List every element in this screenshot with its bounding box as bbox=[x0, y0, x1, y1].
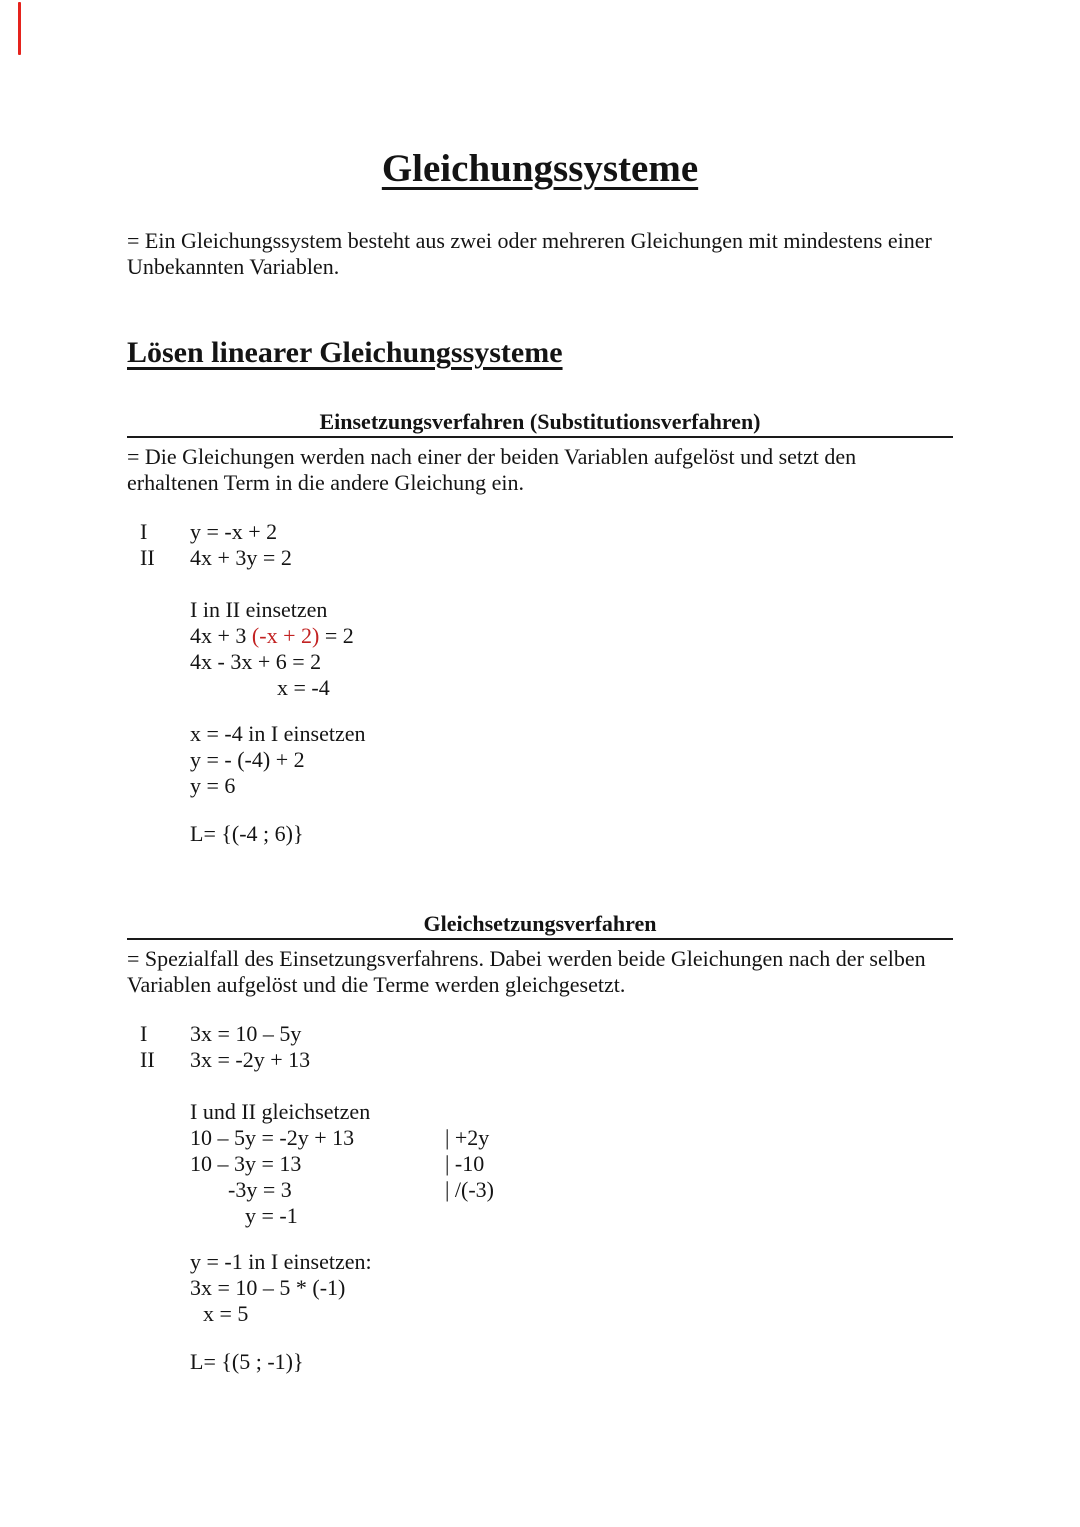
equation-row bbox=[190, 1125, 953, 1151]
intro-line: = Ein Gleichungssystem besteht aus zwei oder mehreren Gleichungen mit mindestens einer bbox=[127, 228, 932, 253]
solution-step-1 bbox=[190, 597, 953, 701]
method-heading: Einsetzungsverfahren (Substitutionsverfahren) bbox=[127, 410, 953, 438]
equation: y = -1 bbox=[245, 1203, 298, 1228]
equation-part: 4x + 3 bbox=[190, 623, 252, 648]
equation: y = - (-4) + 2 bbox=[190, 747, 305, 772]
equation: 4x - 3x + 6 = 2 bbox=[190, 649, 322, 674]
description-line: = Die Gleichungen werden nach einer der beiden Variablen aufgelöst und setzt den bbox=[127, 444, 857, 469]
equation-row bbox=[127, 519, 953, 545]
equation-part: = 2 bbox=[319, 623, 354, 648]
equation-row bbox=[127, 1047, 953, 1073]
equation-result: x = -4 bbox=[277, 675, 330, 700]
equation-row bbox=[190, 1177, 953, 1203]
solution-step-1 bbox=[190, 1099, 953, 1229]
method-description bbox=[127, 946, 953, 998]
equation: -3y = 3 bbox=[228, 1177, 292, 1202]
solution-set: L= {(5 ; -1)} bbox=[190, 1349, 304, 1374]
equation-row bbox=[190, 1203, 953, 1229]
step-title: x = -4 in I einsetzen bbox=[190, 721, 366, 746]
equation: x = 5 bbox=[203, 1301, 249, 1326]
equation: 10 – 3y = 13 bbox=[190, 1151, 302, 1176]
equation-row bbox=[190, 1151, 953, 1177]
equation-label: I bbox=[140, 1021, 148, 1046]
equation: 4x + 3y = 2 bbox=[190, 545, 292, 570]
solution-set: L= {(-4 ; 6)} bbox=[190, 821, 304, 846]
operation-annotation: | +2y bbox=[445, 1125, 490, 1150]
description-line: Variablen aufgelöst und die Terme werden gleichgesetzt. bbox=[127, 972, 626, 997]
equation: 3x = 10 – 5y bbox=[190, 1021, 302, 1046]
equation-label: I bbox=[140, 519, 148, 544]
method-description bbox=[127, 444, 953, 496]
equation-system bbox=[127, 519, 953, 571]
equation-system bbox=[127, 1021, 953, 1073]
substituted-term-red: (-x + 2) bbox=[251, 623, 320, 648]
solution-step-2 bbox=[190, 721, 953, 799]
solution-step-2 bbox=[190, 1249, 953, 1327]
description-line: erhaltenen Term in die andere Gleichung ein. bbox=[127, 470, 524, 495]
intro-line: Unbekannten Variablen. bbox=[127, 254, 340, 279]
operation-annotation: | /(-3) bbox=[445, 1177, 494, 1202]
equation: 10 – 5y = -2y + 13 bbox=[190, 1125, 355, 1150]
equation-label: II bbox=[140, 545, 155, 570]
equation: 3x = -2y + 13 bbox=[190, 1047, 311, 1072]
description-line: = Spezialfall des Einsetzungsverfahrens. Dabei werden beide Gleichungen nach der selben bbox=[127, 946, 926, 971]
equation: 3x = 10 – 5 * (-1) bbox=[190, 1275, 346, 1300]
step-title: y = -1 in I einsetzen: bbox=[190, 1249, 372, 1274]
equation-label: II bbox=[140, 1047, 155, 1072]
method-gleichsetzungsverfahren bbox=[127, 912, 953, 1375]
section-heading: Lösen linearer Gleichungssysteme bbox=[127, 336, 563, 369]
method-einsetzungsverfahren bbox=[127, 410, 953, 847]
step-title: I und II gleichsetzen bbox=[190, 1099, 371, 1124]
intro-paragraph bbox=[127, 228, 953, 280]
equation-row bbox=[127, 545, 953, 571]
equation: y = 6 bbox=[190, 773, 236, 798]
red-pen-mark bbox=[18, 2, 21, 55]
operation-annotation: | -10 bbox=[445, 1151, 485, 1176]
step-title: I in II einsetzen bbox=[190, 597, 328, 622]
method-heading: Gleichsetzungsverfahren bbox=[127, 912, 953, 940]
equation: y = -x + 2 bbox=[190, 519, 278, 544]
page-title: Gleichungssysteme bbox=[381, 147, 699, 190]
substitution-line bbox=[190, 623, 953, 649]
equation-row bbox=[127, 1021, 953, 1047]
